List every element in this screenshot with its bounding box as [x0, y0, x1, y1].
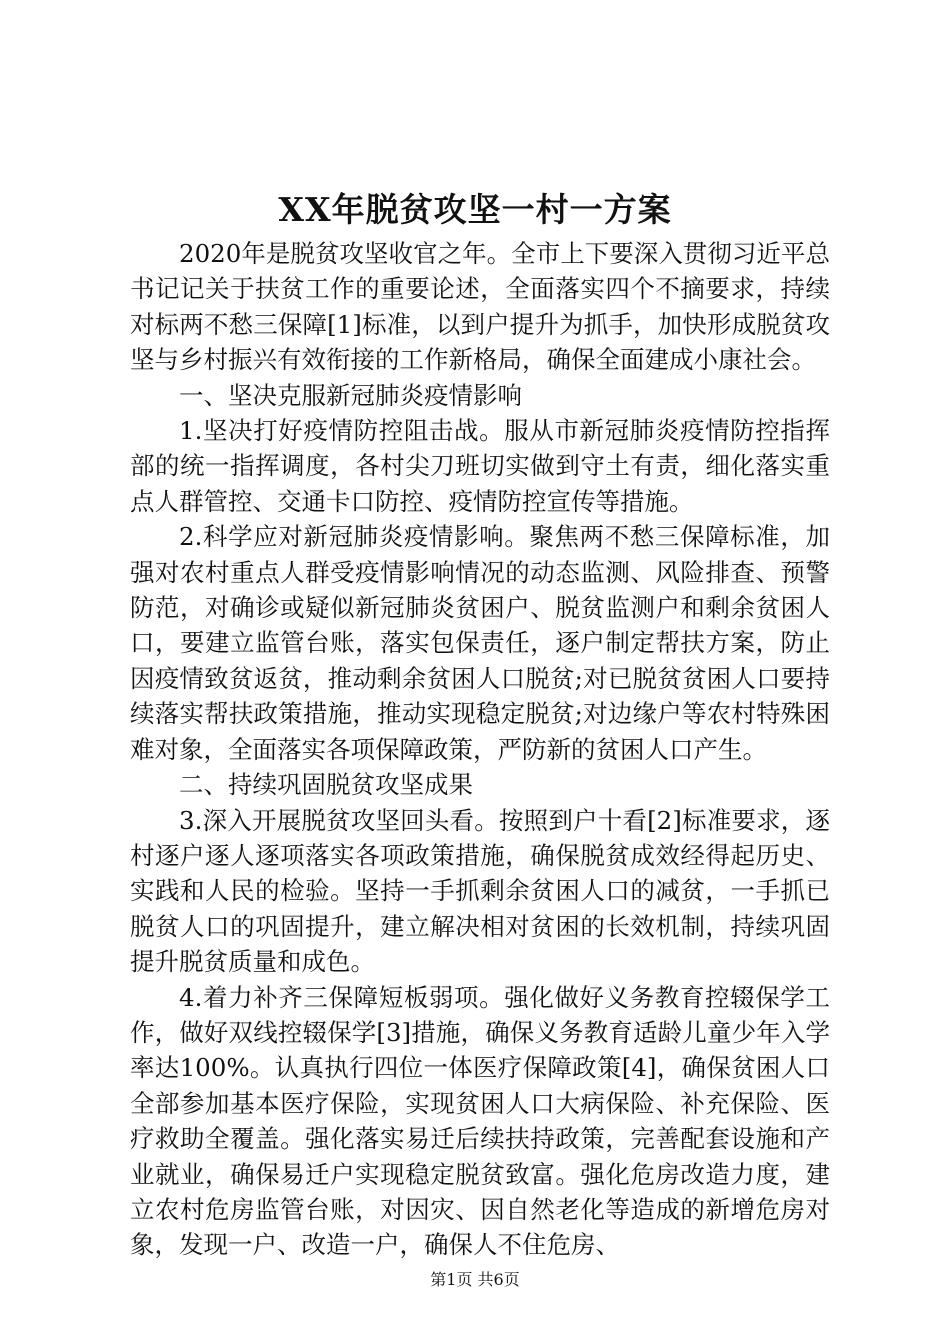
paragraph-item-1: 1.坚决打好疫情防控阻击战。服从市新冠肺炎疫情防控指挥部的统一指挥调度，各村尖刀班切实做到守土有责，细化落实重点人群管控、交通卡口防控、疫情防控宣传等措施。 — [130, 416, 830, 516]
intro-paragraph: 2020年是脱贫攻坚收官之年。全市上下要深入贯彻习近平总书记记关于扶贫工作的重要论述，全面落实四个不摘要求，持续对标两不愁三保障[1]标准，以到户提升为抓手，加快形成脱贫攻坚与乡村振兴有效衔接的工作新格局，确保全面建成小康社会。 — [130, 239, 830, 375]
paragraph-item-3: 3.深入开展脱贫攻坚回头看。按照到户十看[2]标准要求，逐村逐户逐人逐项落实各项政策措施，确保脱贫成效经得起历史、实践和人民的检验。坚持一手抓剩余贫困人口的减贫，一手抓已脱贫人口的巩固提升，建立解决相对贫困的长效机制，持续巩固提升脱贫质量和成色。 — [130, 805, 830, 977]
paragraph-item-2: 2.科学应对新冠肺炎疫情影响。聚焦两不愁三保障标准，加强对农村重点人群受疫情影响情况的动态监测、风险排查、预警防范，对确诊或疑似新冠肺炎贫困户、脱贫监测户和剩余贫困人口，要建立监管台账，落实包保责任，逐户制定帮扶方案，防止因疫情致贫返贫，推动剩余贫困人口脱贫;对已脱贫贫困人口要持续落实帮扶政策措施，推动实现稳定脱贫;对边缘户等农村特殊困难对象，全面落实各项保障政策，严防新的贫困人口产生。 — [130, 522, 830, 764]
page-number-footer: 第1页 共6页 — [430, 1270, 520, 1289]
section-heading-2: 二、持续巩固脱贫攻坚成果 — [179, 770, 473, 800]
paragraph-item-4: 4.着力补齐三保障短板弱项。强化做好义务教育控辍保学工作，做好双线控辍保学[3]措施，确保义务教育适龄儿童少年入学率达100%。认真执行四位一体医疗保障政策[4]，确保贫困人口全部参加基本医疗保险，实现贫困人口大病保险、补充保险、医疗救助全覆盖。强化落实易迁后续扶持政策，完善配套设施和产业就业，确保易迁户实现稳定脱贫致富。强化危房改造力度，建立农村危房监管台账，对因灾、因自然老化等造成的新增危房对象，发现一户、改造一户，确保人不住危房、 — [130, 982, 830, 1260]
section-heading-1: 一、坚决克服新冠肺炎疫情影响 — [179, 380, 522, 410]
document-body — [130, 236, 830, 1263]
document-title: XX年脱贫攻坚一村一方案 — [278, 190, 672, 229]
